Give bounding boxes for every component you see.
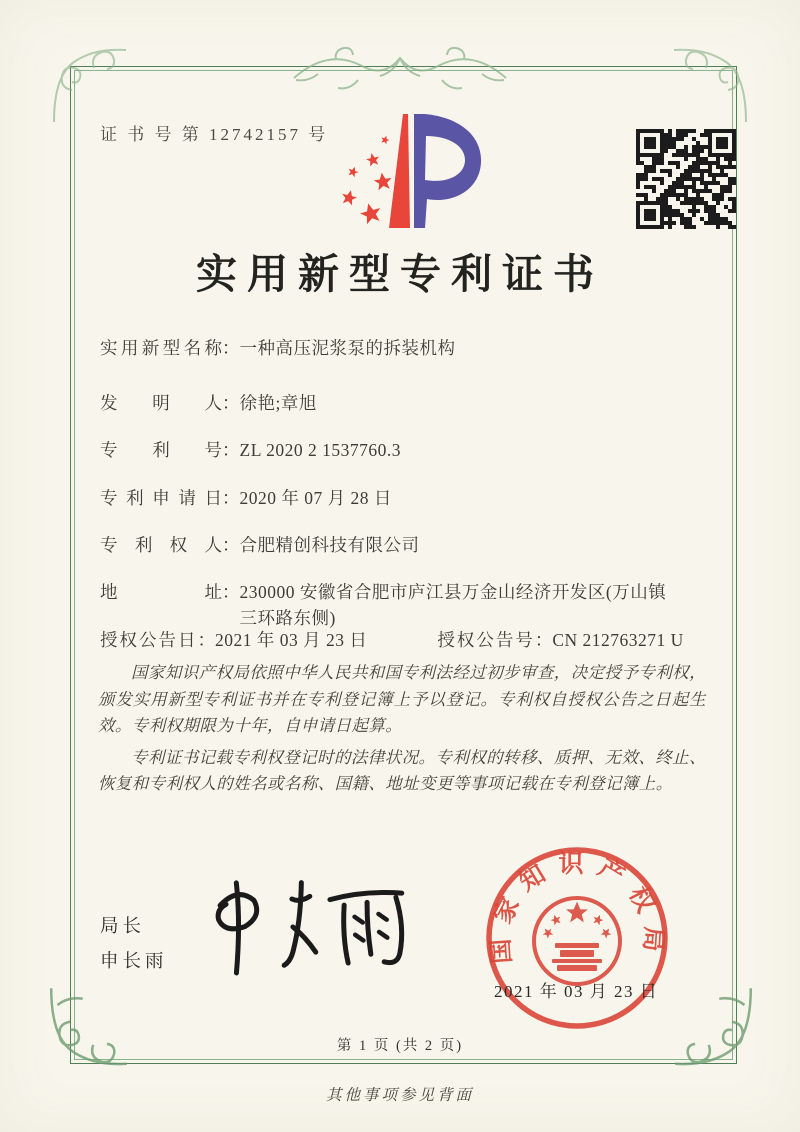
legal-text-block (98, 660, 706, 803)
field-label: 发明人 (100, 393, 222, 413)
field-label: 专利号 (100, 440, 222, 460)
field-label: 地址 (100, 582, 222, 602)
page-number: 第 1 页 (共 2 页) (336, 1038, 464, 1054)
director-title: 局长 (100, 917, 146, 937)
colon: ： (222, 535, 240, 555)
field-grant-row (100, 627, 684, 653)
field-inventors (100, 390, 317, 416)
field-label: 实用新型名称 (100, 338, 222, 358)
corner-flourish-bottom-left-icon (44, 984, 134, 1068)
cnipa-logo-icon (333, 110, 483, 239)
field-patent-number (100, 437, 401, 463)
top-center-flourish-icon (288, 34, 512, 98)
certificate-title: 实用新型专利证书 (196, 251, 604, 297)
field-value: ZL 2020 2 1537760.3 (239, 440, 401, 460)
legal-paragraph-2: 专利证书记载专利权登记时的法律状况。专利权的转移、质押、无效、终止、恢复和专利权人的姓名或名称、国籍、地址变更等事项记载在专利登记簿上。 (98, 747, 706, 793)
field-value: 合肥精创科技有限公司 (239, 535, 420, 555)
field-label: 专利申请日 (100, 488, 222, 508)
field-value: 一种高压泥浆泵的拆装机构 (239, 338, 456, 358)
grant-number-value: CN 212763271 U (552, 630, 684, 650)
field-filing-date (100, 485, 392, 511)
colon: ： (222, 582, 240, 602)
colon: ： (222, 488, 240, 508)
field-utility-model-name (100, 335, 456, 361)
field-address (100, 579, 672, 631)
corner-flourish-top-right-icon (670, 46, 750, 126)
field-value: 2020 年 07 月 28 日 (239, 488, 392, 508)
corner-flourish-bottom-right-icon (668, 984, 758, 1068)
field-patentee (100, 532, 420, 558)
director-signature-icon (203, 866, 437, 994)
cnipa-official-seal (482, 843, 672, 1038)
colon: ： (534, 630, 553, 650)
colon: ： (222, 338, 240, 358)
seal-date: 2021 年 03 月 23 日 (494, 982, 659, 1001)
seal-text: 国家知识产权局 (486, 851, 668, 965)
legal-paragraph-1: 国家知识产权局依照中华人民共和国专利法经过初步审查，决定授予专利权，颁发实用新型专利证书并在专利登记簿上予以登记。专利权自授权公告之日起生效。专利权期限为十年，自申请日起算。 (98, 663, 706, 735)
grant-date-label: 授权公告日 (100, 630, 198, 650)
colon: ： (197, 630, 215, 650)
colon: ： (222, 393, 240, 413)
colon: ： (222, 440, 240, 460)
field-value: 230000 安徽省合肥市庐江县万金山经济开发区(万山镇三环路东侧) (239, 582, 667, 628)
director-name: 申长雨 (100, 952, 168, 972)
field-label: 专利权人 (100, 535, 222, 555)
certificate-number: 证 书 号 第 12742157 号 (100, 125, 329, 144)
corner-flourish-top-left-icon (50, 46, 130, 126)
grant-number-label: 授权公告号 (437, 630, 535, 650)
national-emblem-icon (534, 898, 620, 984)
field-value: 徐艳;章旭 (239, 393, 317, 413)
back-side-note: 其他事项参见背面 (325, 1087, 474, 1104)
grant-date-value: 2021 年 03 月 23 日 (215, 630, 368, 650)
qr-code (636, 129, 736, 229)
